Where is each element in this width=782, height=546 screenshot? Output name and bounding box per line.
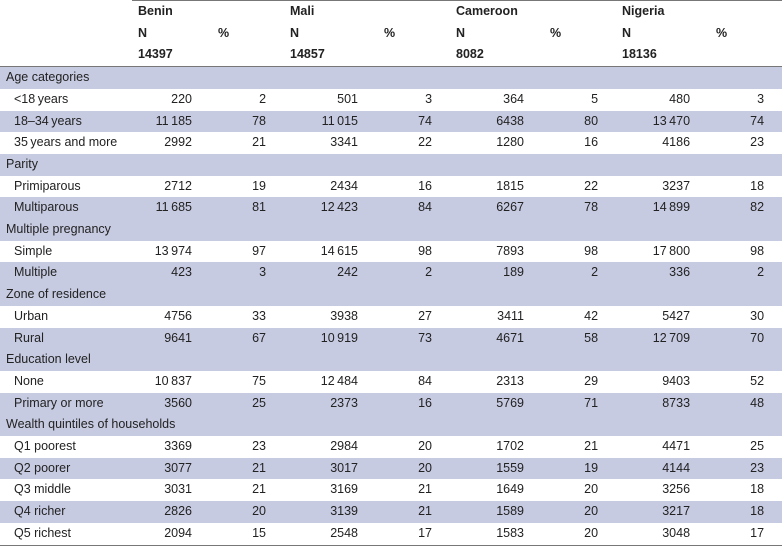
- table-row: [0, 197, 782, 219]
- row-label: Q5 richest: [0, 523, 132, 545]
- row-label: Multiple: [0, 262, 132, 284]
- percent-cell: 73: [364, 328, 450, 350]
- percent-cell: 16: [364, 176, 450, 198]
- n-column-label: N: [456, 25, 466, 40]
- count-cell: 3411: [450, 306, 530, 328]
- count-cell: 189: [450, 262, 530, 284]
- count-cell: 10 919: [284, 328, 364, 350]
- table-row: [0, 501, 782, 523]
- percent-cell: 78: [198, 111, 284, 133]
- count-cell: 8733: [616, 393, 696, 415]
- count-cell: 1589: [450, 501, 530, 523]
- percent-cell: 20: [530, 479, 616, 501]
- percent-cell: 22: [530, 176, 616, 198]
- percent-cell: 81: [198, 197, 284, 219]
- percent-cell: 21: [364, 479, 450, 501]
- percent-cell: 58: [530, 328, 616, 350]
- percent-cell: 78: [530, 197, 616, 219]
- count-cell: 4144: [616, 458, 696, 480]
- count-cell: 2313: [450, 371, 530, 393]
- percent-column-label: %: [550, 25, 562, 40]
- table-row: [0, 523, 782, 545]
- count-cell: 9403: [616, 371, 696, 393]
- table-row: [0, 371, 782, 393]
- percent-cell: 52: [696, 371, 782, 393]
- count-cell: 423: [132, 262, 198, 284]
- count-cell: 2094: [132, 523, 198, 545]
- percent-cell: 18: [696, 176, 782, 198]
- percent-cell: 20: [198, 501, 284, 523]
- count-cell: 4186: [616, 132, 696, 154]
- count-cell: 2373: [284, 393, 364, 415]
- percent-cell: 2: [530, 262, 616, 284]
- percent-column-label: %: [384, 25, 396, 40]
- row-label: Q1 poorest: [0, 436, 132, 458]
- count-cell: 1649: [450, 479, 530, 501]
- percent-cell: 21: [198, 458, 284, 480]
- count-cell: 3560: [132, 393, 198, 415]
- percent-cell: 25: [696, 436, 782, 458]
- row-label: Rural: [0, 328, 132, 350]
- section-title: Parity: [0, 154, 782, 176]
- count-cell: 2434: [284, 176, 364, 198]
- table-row: [0, 306, 782, 328]
- percent-cell: 84: [364, 197, 450, 219]
- percent-cell: 5: [530, 89, 616, 111]
- row-label: Simple: [0, 241, 132, 263]
- percent-cell: 3: [198, 262, 284, 284]
- percent-cell: 3: [364, 89, 450, 111]
- percent-cell: 22: [364, 132, 450, 154]
- percent-cell: 18: [696, 479, 782, 501]
- count-cell: 3077: [132, 458, 198, 480]
- section-title: Multiple pregnancy: [0, 219, 782, 241]
- count-cell: 3217: [616, 501, 696, 523]
- percent-column-label: %: [218, 25, 230, 40]
- percent-cell: 75: [198, 371, 284, 393]
- table-row: [0, 393, 782, 415]
- percent-cell: 2: [364, 262, 450, 284]
- section-title: Age categories: [0, 67, 782, 89]
- percent-cell: 80: [530, 111, 616, 133]
- percent-cell: 25: [198, 393, 284, 415]
- count-cell: 3256: [616, 479, 696, 501]
- count-cell: 10 837: [132, 371, 198, 393]
- count-cell: 3938: [284, 306, 364, 328]
- row-label: Q3 middle: [0, 479, 132, 501]
- percent-cell: 74: [696, 111, 782, 133]
- table-row: [0, 479, 782, 501]
- section-header-row: [0, 219, 782, 241]
- percent-cell: 19: [198, 176, 284, 198]
- percent-cell: 27: [364, 306, 450, 328]
- count-cell: 1702: [450, 436, 530, 458]
- percent-cell: 97: [198, 241, 284, 263]
- table-row: [0, 436, 782, 458]
- row-label: None: [0, 371, 132, 393]
- count-cell: 3048: [616, 523, 696, 545]
- percent-cell: 21: [530, 436, 616, 458]
- count-cell: 3169: [284, 479, 364, 501]
- count-cell: 12 423: [284, 197, 364, 219]
- count-cell: 5427: [616, 306, 696, 328]
- percent-cell: 3: [696, 89, 782, 111]
- table-row: [0, 458, 782, 480]
- percent-cell: 23: [696, 458, 782, 480]
- count-cell: 12 709: [616, 328, 696, 350]
- count-cell: 7893: [450, 241, 530, 263]
- percent-cell: 17: [364, 523, 450, 545]
- percent-cell: 21: [198, 132, 284, 154]
- percent-cell: 23: [198, 436, 284, 458]
- count-cell: 3237: [616, 176, 696, 198]
- percent-cell: 98: [364, 241, 450, 263]
- country-header: Benin: [132, 1, 284, 23]
- percent-cell: 70: [696, 328, 782, 350]
- section-title: Education level: [0, 349, 782, 371]
- percent-column-label: %: [716, 25, 728, 40]
- count-cell: 1815: [450, 176, 530, 198]
- percent-cell: 71: [530, 393, 616, 415]
- count-cell: 3341: [284, 132, 364, 154]
- totals-row: [0, 44, 782, 66]
- row-label: Multiparous: [0, 197, 132, 219]
- n-column-label: N: [138, 25, 148, 40]
- percent-cell: 20: [530, 523, 616, 545]
- percent-cell: 20: [530, 501, 616, 523]
- count-cell: 2548: [284, 523, 364, 545]
- count-cell: 11 185: [132, 111, 198, 133]
- section-header-row: [0, 414, 782, 436]
- count-cell: 5769: [450, 393, 530, 415]
- table-row: [0, 241, 782, 263]
- percent-cell: 82: [696, 197, 782, 219]
- count-cell: 13 470: [616, 111, 696, 133]
- total-n: 8082: [450, 44, 530, 66]
- count-cell: 14 899: [616, 197, 696, 219]
- count-cell: 14 615: [284, 241, 364, 263]
- count-cell: 12 484: [284, 371, 364, 393]
- n-column-label: N: [290, 25, 300, 40]
- section-title: Zone of residence: [0, 284, 782, 306]
- percent-cell: 67: [198, 328, 284, 350]
- table-row: [0, 262, 782, 284]
- percent-cell: 48: [696, 393, 782, 415]
- percent-cell: 19: [530, 458, 616, 480]
- table-row: [0, 111, 782, 133]
- percent-cell: 2: [696, 262, 782, 284]
- section-header-row: [0, 67, 782, 89]
- percent-cell: 74: [364, 111, 450, 133]
- column-label-row: [0, 23, 782, 45]
- percent-cell: 29: [530, 371, 616, 393]
- percent-cell: 98: [696, 241, 782, 263]
- percent-cell: 23: [696, 132, 782, 154]
- total-n: 18136: [616, 44, 696, 66]
- count-cell: 501: [284, 89, 364, 111]
- percent-cell: 20: [364, 458, 450, 480]
- percent-cell: 21: [364, 501, 450, 523]
- count-cell: 220: [132, 89, 198, 111]
- row-label: Q4 richer: [0, 501, 132, 523]
- count-cell: 6267: [450, 197, 530, 219]
- count-cell: 6438: [450, 111, 530, 133]
- country-header: Nigeria: [616, 1, 782, 23]
- count-cell: 4756: [132, 306, 198, 328]
- count-cell: 2992: [132, 132, 198, 154]
- percent-cell: 2: [198, 89, 284, 111]
- count-cell: 11 685: [132, 197, 198, 219]
- total-n: 14397: [132, 44, 198, 66]
- count-cell: 480: [616, 89, 696, 111]
- count-cell: 3139: [284, 501, 364, 523]
- count-cell: 2984: [284, 436, 364, 458]
- row-label: 18–34 years: [0, 111, 132, 133]
- count-cell: 2826: [132, 501, 198, 523]
- row-label: Primary or more: [0, 393, 132, 415]
- table-row: [0, 176, 782, 198]
- section-header-row: [0, 349, 782, 371]
- percent-cell: 30: [696, 306, 782, 328]
- total-n: 14857: [284, 44, 364, 66]
- section-title: Wealth quintiles of households: [0, 414, 782, 436]
- row-label: Urban: [0, 306, 132, 328]
- count-cell: 13 974: [132, 241, 198, 263]
- table-row: [0, 328, 782, 350]
- percent-cell: 16: [530, 132, 616, 154]
- percent-cell: 98: [530, 241, 616, 263]
- table-row: [0, 89, 782, 111]
- count-cell: 336: [616, 262, 696, 284]
- row-label: Q2 poorer: [0, 458, 132, 480]
- count-cell: 2712: [132, 176, 198, 198]
- count-cell: 1583: [450, 523, 530, 545]
- count-cell: 9641: [132, 328, 198, 350]
- table-body: [0, 67, 782, 545]
- percent-cell: 20: [364, 436, 450, 458]
- count-cell: 1280: [450, 132, 530, 154]
- percent-cell: 17: [696, 523, 782, 545]
- count-cell: 11 015: [284, 111, 364, 133]
- row-label: Primiparous: [0, 176, 132, 198]
- count-cell: 17 800: [616, 241, 696, 263]
- count-cell: 4471: [616, 436, 696, 458]
- count-cell: 364: [450, 89, 530, 111]
- section-header-row: [0, 284, 782, 306]
- percent-cell: 15: [198, 523, 284, 545]
- count-cell: 3017: [284, 458, 364, 480]
- country-header: Cameroon: [450, 1, 616, 23]
- count-cell: 3369: [132, 436, 198, 458]
- percent-cell: 21: [198, 479, 284, 501]
- count-cell: 242: [284, 262, 364, 284]
- n-column-label: N: [622, 25, 632, 40]
- count-cell: 3031: [132, 479, 198, 501]
- section-header-row: [0, 154, 782, 176]
- percent-cell: 33: [198, 306, 284, 328]
- row-label: <18 years: [0, 89, 132, 111]
- percent-cell: 84: [364, 371, 450, 393]
- percent-cell: 18: [696, 501, 782, 523]
- count-cell: 1559: [450, 458, 530, 480]
- row-label: 35 years and more: [0, 132, 132, 154]
- count-cell: 4671: [450, 328, 530, 350]
- percent-cell: 42: [530, 306, 616, 328]
- country-header: Mali: [284, 1, 450, 23]
- table-row: [0, 132, 782, 154]
- country-header-row: [0, 1, 782, 23]
- percent-cell: 16: [364, 393, 450, 415]
